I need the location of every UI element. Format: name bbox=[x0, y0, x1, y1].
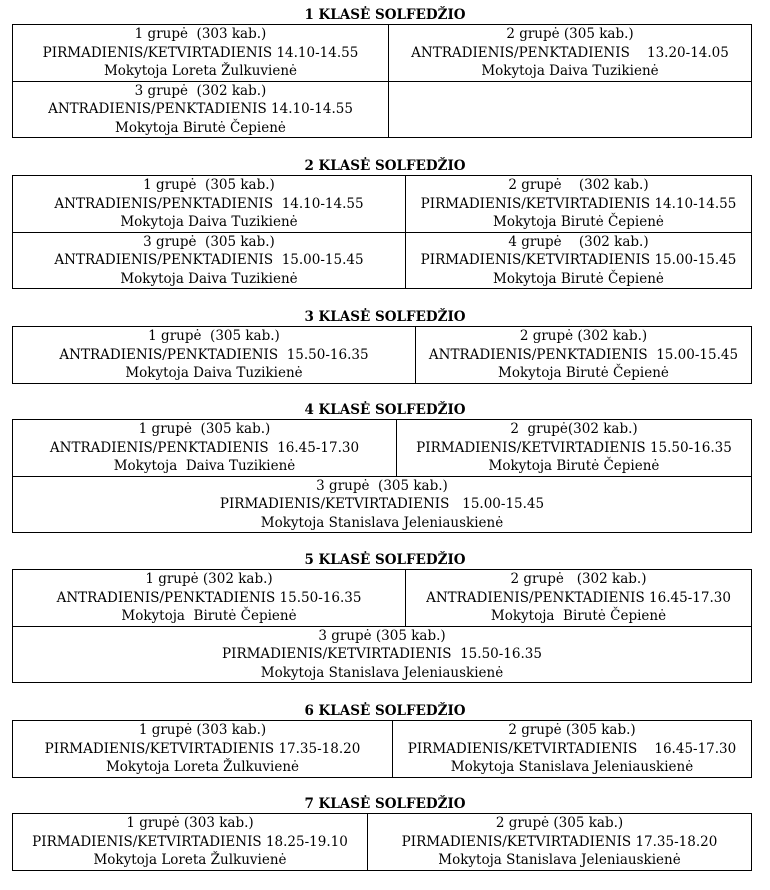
group-cell bbox=[13, 81, 389, 138]
section-title: 2 KLASĖ SOLFEDŽIO bbox=[304, 158, 466, 174]
group-teacher: Mokytoja Stanislava Jeleniauskienė bbox=[260, 514, 504, 531]
group-label: 1 grupė (305 kab.) bbox=[138, 421, 271, 437]
schedule-table bbox=[12, 175, 752, 289]
group-schedule: ANTRADIENIS/PENKTADIENIS 15.50-16.35 bbox=[59, 346, 369, 363]
group-cell bbox=[13, 476, 752, 533]
group-label: 3 grupė (305 kab.) bbox=[143, 233, 275, 250]
group-cell bbox=[406, 570, 752, 627]
group-label: 1 grupė (305 kab.) bbox=[148, 328, 280, 344]
group-schedule: PIRMADIENIS/KETVIRTADIENIS 14.10-14.55 bbox=[42, 44, 359, 61]
group-label: 1 grupė (305 kab.) bbox=[143, 177, 275, 193]
group-label: 3 grupė (305 kab.) bbox=[316, 477, 448, 494]
group-schedule: PIRMADIENIS/KETVIRTADIENIS 16.45-17.30 bbox=[407, 740, 737, 757]
group-teacher: Mokytoja Birutė Čepienė bbox=[493, 270, 664, 287]
section-title: 1 KLASĖ SOLFEDŽIO bbox=[304, 7, 466, 23]
group-label: 2 grupė (305 kab.) bbox=[508, 722, 636, 738]
group-teacher: Mokytoja Birutė Čepienė bbox=[493, 214, 664, 230]
group-schedule: PIRMADIENIS/KETVIRTADIENIS 15.00-15.45 bbox=[420, 252, 737, 268]
group-schedule: PIRMADIENIS/KETVIRTADIENIS 15.50-16.35 bbox=[222, 646, 542, 662]
group-teacher: Mokytoja Daiva Tuzikienė bbox=[120, 214, 298, 230]
group-teacher: Mokytoja Stanislava Jeleniauskienė bbox=[450, 759, 694, 775]
schedule-table bbox=[12, 720, 752, 778]
group-schedule: ANTRADIENIS/PENKTADIENIS 15.00-15.45 bbox=[428, 346, 739, 363]
group-teacher: Mokytoja Stanislava Jeleniauskienė bbox=[438, 852, 681, 868]
schedule-table bbox=[12, 813, 752, 871]
group-label: 1 grupė (303 kab.) bbox=[138, 722, 267, 738]
group-cell bbox=[13, 721, 393, 778]
group-teacher: Mokytoja Birutė Čepienė bbox=[490, 608, 667, 624]
section-title: 3 KLASĖ SOLFEDŽIO bbox=[304, 309, 466, 325]
group-schedule: ANTRADIENIS/PENKTADIENIS 14.10-14.55 bbox=[54, 195, 364, 212]
group-label: 3 grupė (302 kab.) bbox=[134, 82, 267, 99]
group-teacher: Mokytoja Birutė Čepienė bbox=[488, 458, 660, 474]
group-schedule: PIRMADIENIS/KETVIRTADIENIS 17.35-18.20 bbox=[401, 833, 718, 850]
group-schedule: PIRMADIENIS/KETVIRTADIENIS 15.50-16.35 bbox=[416, 439, 732, 456]
group-teacher: Mokytoja Daiva Tuzikienė bbox=[120, 270, 298, 287]
group-cell bbox=[393, 721, 752, 778]
group-teacher: Mokytoja Loreta Žulkuvienė bbox=[93, 852, 287, 868]
section-title: 5 KLASĖ SOLFEDŽIO bbox=[304, 552, 466, 568]
schedule-table bbox=[12, 419, 752, 533]
schedule-table bbox=[12, 569, 752, 683]
group-teacher: Mokytoja Daiva Tuzikienė bbox=[113, 458, 296, 474]
group-cell bbox=[406, 176, 752, 233]
schedule-table bbox=[12, 24, 752, 138]
section-title: 6 KLASĖ SOLFEDŽIO bbox=[304, 703, 466, 719]
schedule-table bbox=[12, 326, 752, 384]
group-label: 1 grupė (303 kab.) bbox=[134, 26, 267, 42]
group-cell bbox=[13, 814, 368, 871]
group-schedule: PIRMADIENIS/KETVIRTADIENIS 18.25-19.10 bbox=[32, 833, 348, 850]
group-cell bbox=[13, 570, 406, 627]
group-schedule: PIRMADIENIS/KETVIRTADIENIS 17.35-18.20 bbox=[44, 740, 361, 757]
group-cell bbox=[389, 25, 752, 82]
group-teacher: Mokytoja Loreta Žulkuvienė bbox=[105, 759, 300, 775]
group-cell bbox=[416, 327, 752, 384]
group-schedule: ANTRADIENIS/PENKTADIENIS 14.10-14.55 bbox=[48, 101, 353, 117]
group-label: 3 grupė (305 kab.) bbox=[318, 627, 446, 644]
group-teacher: Mokytoja Birutė Čepienė bbox=[115, 119, 286, 136]
group-cell bbox=[406, 232, 752, 289]
group-cell bbox=[368, 814, 752, 871]
group-label: 2 grupė (302 kab.) bbox=[508, 177, 649, 193]
group-teacher: Mokytoja Daiva Tuzikienė bbox=[481, 63, 659, 79]
group-teacher: Mokytoja Daiva Tuzikienė bbox=[125, 365, 303, 381]
group-schedule: ANTRADIENIS/PENKTADIENIS 15.50-16.35 bbox=[56, 589, 362, 606]
group-cell bbox=[13, 626, 752, 683]
group-label: 4 grupė (302 kab.) bbox=[508, 233, 649, 250]
group-cell bbox=[13, 232, 406, 289]
group-label: 1 grupė (302 kab.) bbox=[145, 571, 273, 587]
group-schedule: ANTRADIENIS/PENKTADIENIS 15.00-15.45 bbox=[54, 252, 364, 268]
group-cell bbox=[13, 420, 397, 477]
group-cell bbox=[397, 420, 752, 477]
group-cell bbox=[13, 176, 406, 233]
group-label: 2 grupė (302 kab.) bbox=[510, 571, 647, 587]
group-schedule: ANTRADIENIS/PENKTADIENIS 16.45-17.30 bbox=[49, 439, 360, 456]
group-teacher: Mokytoja Birutė Čepienė bbox=[498, 365, 669, 381]
group-cell bbox=[13, 327, 416, 384]
group-label: 1 grupė (303 kab.) bbox=[126, 815, 254, 831]
group-schedule: PIRMADIENIS/KETVIRTADIENIS 15.00-15.45 bbox=[219, 496, 545, 512]
section-title: 7 KLASĖ SOLFEDŽIO bbox=[304, 796, 466, 812]
group-schedule: ANTRADIENIS/PENKTADIENIS 13.20-14.05 bbox=[411, 44, 729, 61]
group-teacher: Mokytoja Loreta Žulkuvienė bbox=[103, 63, 298, 79]
group-label: 2 grupė (302 kab.) bbox=[519, 328, 648, 344]
section-title: 4 KLASĖ SOLFEDŽIO bbox=[304, 402, 466, 418]
group-schedule: ANTRADIENIS/PENKTADIENIS 16.45-17.30 bbox=[426, 589, 731, 606]
group-teacher: Mokytoja Stanislava Jeleniauskienė bbox=[260, 664, 504, 681]
empty-cell bbox=[389, 81, 752, 138]
group-cell bbox=[13, 25, 389, 82]
group-teacher: Mokytoja Birutė Čepienė bbox=[121, 608, 297, 624]
group-schedule: PIRMADIENIS/KETVIRTADIENIS 14.10-14.55 bbox=[420, 195, 737, 212]
group-label: 2 grupė (305 kab.) bbox=[506, 26, 634, 42]
group-label: 2 grupė (305 kab.) bbox=[495, 815, 624, 831]
group-label: 2 grupė(302 kab.) bbox=[510, 421, 638, 437]
